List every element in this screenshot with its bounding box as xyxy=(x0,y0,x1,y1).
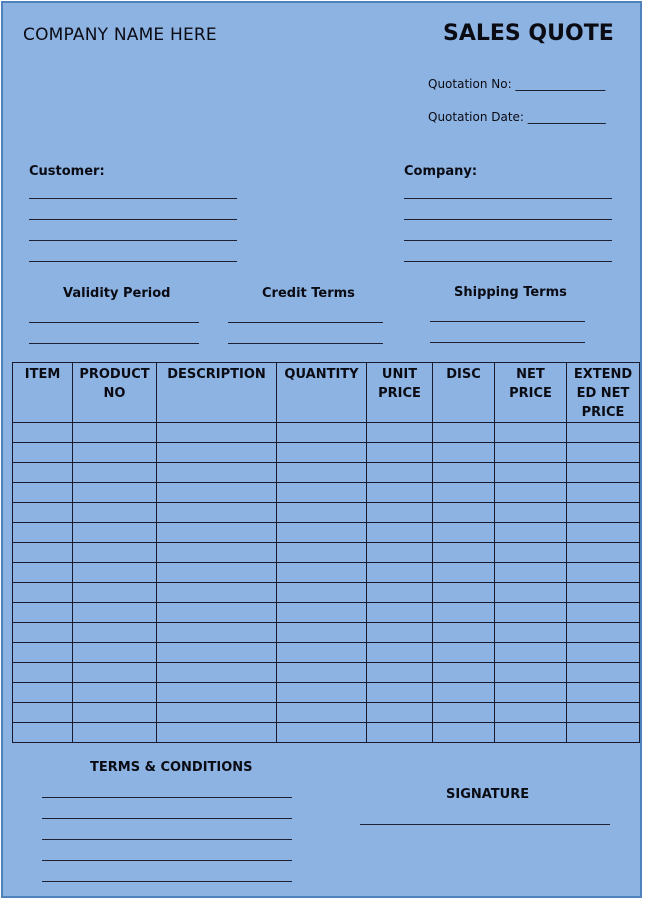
table-cell[interactable] xyxy=(495,623,567,643)
table-cell[interactable] xyxy=(567,583,640,603)
table-cell[interactable] xyxy=(73,523,157,543)
column-header-extended-net-price: EXTEND ED NET PRICE xyxy=(567,363,640,423)
table-cell[interactable] xyxy=(277,703,367,723)
table-cell[interactable] xyxy=(157,683,277,703)
table-cell[interactable] xyxy=(277,483,367,503)
table-cell[interactable] xyxy=(277,503,367,523)
shipping-terms-line-2[interactable] xyxy=(430,342,585,343)
table-cell[interactable] xyxy=(433,663,495,683)
table-cell[interactable] xyxy=(277,443,367,463)
table-cell[interactable] xyxy=(367,603,433,623)
table-cell[interactable] xyxy=(495,723,567,743)
table-cell[interactable] xyxy=(73,683,157,703)
table-cell[interactable] xyxy=(277,523,367,543)
customer-label: Customer: xyxy=(29,164,105,179)
table-cell[interactable] xyxy=(367,643,433,663)
table-cell[interactable] xyxy=(277,663,367,683)
table-cell[interactable] xyxy=(157,563,277,583)
validity-period-line-2[interactable] xyxy=(29,343,199,344)
table-cell[interactable] xyxy=(367,543,433,563)
table-cell[interactable] xyxy=(433,603,495,623)
table-cell[interactable] xyxy=(567,543,640,563)
customer-line-3[interactable] xyxy=(29,240,237,241)
table-cell[interactable] xyxy=(13,683,73,703)
validity-period-line-1[interactable] xyxy=(29,322,199,323)
customer-line-2[interactable] xyxy=(29,219,237,220)
table-cell[interactable] xyxy=(567,443,640,463)
table-cell[interactable] xyxy=(495,563,567,583)
company-line-4[interactable] xyxy=(404,261,612,262)
table-cell[interactable] xyxy=(73,703,157,723)
table-cell[interactable] xyxy=(495,703,567,723)
table-cell[interactable] xyxy=(495,523,567,543)
table-cell[interactable] xyxy=(277,723,367,743)
table-cell[interactable] xyxy=(367,723,433,743)
table-cell[interactable] xyxy=(433,683,495,703)
table-cell[interactable] xyxy=(433,563,495,583)
table-cell[interactable] xyxy=(277,643,367,663)
table-body xyxy=(13,423,640,743)
table-cell[interactable] xyxy=(433,703,495,723)
table-row xyxy=(13,523,640,543)
table-cell[interactable] xyxy=(495,663,567,683)
table-cell[interactable] xyxy=(567,723,640,743)
table-cell[interactable] xyxy=(13,563,73,583)
company-line-2[interactable] xyxy=(404,219,612,220)
table-cell[interactable] xyxy=(73,423,157,443)
table-cell[interactable] xyxy=(567,503,640,523)
table-cell[interactable] xyxy=(13,483,73,503)
table-cell[interactable] xyxy=(367,583,433,603)
table-cell[interactable] xyxy=(157,623,277,643)
table-cell[interactable] xyxy=(277,543,367,563)
table-cell[interactable] xyxy=(495,503,567,523)
column-header-product-no: PRODUCT NO xyxy=(73,363,157,423)
table-cell[interactable] xyxy=(277,583,367,603)
table-cell[interactable] xyxy=(367,463,433,483)
table-cell[interactable] xyxy=(73,543,157,563)
column-header-quantity: QUANTITY xyxy=(277,363,367,423)
table-cell[interactable] xyxy=(13,663,73,683)
table-cell[interactable] xyxy=(157,703,277,723)
table-cell[interactable] xyxy=(13,703,73,723)
sales-quote-form xyxy=(1,1,642,898)
table-cell[interactable] xyxy=(73,583,157,603)
table-cell[interactable] xyxy=(367,483,433,503)
table-row xyxy=(13,663,640,683)
table-row xyxy=(13,463,640,483)
credit-terms-line-2[interactable] xyxy=(228,343,383,344)
table-cell[interactable] xyxy=(367,623,433,643)
company-line-1[interactable] xyxy=(404,198,612,199)
table-cell[interactable] xyxy=(433,543,495,563)
table-cell[interactable] xyxy=(433,463,495,483)
company-name: COMPANY NAME HERE xyxy=(23,25,217,45)
table-cell[interactable] xyxy=(495,483,567,503)
document-title: SALES QUOTE xyxy=(443,21,614,46)
shipping-terms-label: Shipping Terms xyxy=(454,285,567,300)
table-cell[interactable] xyxy=(433,523,495,543)
table-cell[interactable] xyxy=(13,523,73,543)
quotation-date-field[interactable]: Quotation Date: _____________ xyxy=(428,110,606,124)
table-row xyxy=(13,643,640,663)
validity-period-label: Validity Period xyxy=(63,286,171,301)
table-cell[interactable] xyxy=(73,443,157,463)
table-cell[interactable] xyxy=(367,503,433,523)
column-header-description: DESCRIPTION xyxy=(157,363,277,423)
table-cell[interactable] xyxy=(13,423,73,443)
table-cell[interactable] xyxy=(367,703,433,723)
table-cell[interactable] xyxy=(433,483,495,503)
table-cell[interactable] xyxy=(73,663,157,683)
table-cell[interactable] xyxy=(495,423,567,443)
terms-conditions-line-2[interactable] xyxy=(42,818,292,819)
table-cell[interactable] xyxy=(73,463,157,483)
table-row xyxy=(13,583,640,603)
table-cell[interactable] xyxy=(433,623,495,643)
table-row xyxy=(13,543,640,563)
table-cell[interactable] xyxy=(73,623,157,643)
table-cell[interactable] xyxy=(567,663,640,683)
table-cell[interactable] xyxy=(567,523,640,543)
table-cell[interactable] xyxy=(13,623,73,643)
terms-conditions-label: TERMS & CONDITIONS xyxy=(90,760,253,775)
table-cell[interactable] xyxy=(13,723,73,743)
table-cell[interactable] xyxy=(277,463,367,483)
table-cell[interactable] xyxy=(157,543,277,563)
table-cell[interactable] xyxy=(73,563,157,583)
table-cell[interactable] xyxy=(495,543,567,563)
table-cell[interactable] xyxy=(73,503,157,523)
table-cell[interactable] xyxy=(567,683,640,703)
table-cell[interactable] xyxy=(495,583,567,603)
table-cell[interactable] xyxy=(495,463,567,483)
table-cell[interactable] xyxy=(13,443,73,463)
table-cell[interactable] xyxy=(367,523,433,543)
table-cell[interactable] xyxy=(13,643,73,663)
table-cell[interactable] xyxy=(277,563,367,583)
column-header-unit-price: UNIT PRICE xyxy=(367,363,433,423)
table-cell[interactable] xyxy=(277,603,367,623)
table-row xyxy=(13,723,640,743)
table-cell[interactable] xyxy=(157,663,277,683)
customer-line-1[interactable] xyxy=(29,198,237,199)
table-cell[interactable] xyxy=(433,643,495,663)
table-cell[interactable] xyxy=(433,723,495,743)
table-cell[interactable] xyxy=(495,603,567,623)
table-cell[interactable] xyxy=(73,723,157,743)
table-cell[interactable] xyxy=(277,623,367,643)
table-cell[interactable] xyxy=(73,483,157,503)
table-cell[interactable] xyxy=(567,483,640,503)
table-cell[interactable] xyxy=(495,643,567,663)
table-cell[interactable] xyxy=(157,463,277,483)
customer-line-4[interactable] xyxy=(29,261,237,262)
company-line-3[interactable] xyxy=(404,240,612,241)
table-cell[interactable] xyxy=(73,643,157,663)
table-cell[interactable] xyxy=(433,503,495,523)
credit-terms-label: Credit Terms xyxy=(262,286,355,301)
table-row xyxy=(13,423,640,443)
table-cell[interactable] xyxy=(567,703,640,723)
credit-terms-line-1[interactable] xyxy=(228,322,383,323)
shipping-terms-line-1[interactable] xyxy=(430,321,585,322)
table-cell[interactable] xyxy=(433,443,495,463)
table-cell[interactable] xyxy=(567,563,640,583)
terms-conditions-line-1[interactable] xyxy=(42,797,292,798)
table-row xyxy=(13,563,640,583)
table-cell[interactable] xyxy=(157,503,277,523)
table-cell[interactable] xyxy=(567,643,640,663)
terms-conditions-line-4[interactable] xyxy=(42,860,292,861)
table-row xyxy=(13,483,640,503)
table-cell[interactable] xyxy=(277,423,367,443)
table-cell[interactable] xyxy=(567,603,640,623)
table-cell[interactable] xyxy=(157,723,277,743)
quotation-number-field[interactable]: Quotation No: _______________ xyxy=(428,77,606,91)
table-header-row xyxy=(13,363,640,423)
signature-line[interactable] xyxy=(360,824,610,825)
column-header-net-price: NET PRICE xyxy=(495,363,567,423)
table-row xyxy=(13,703,640,723)
table-cell[interactable] xyxy=(13,603,73,623)
table-cell[interactable] xyxy=(157,583,277,603)
table-cell[interactable] xyxy=(495,683,567,703)
table-cell[interactable] xyxy=(567,463,640,483)
table-cell[interactable] xyxy=(157,523,277,543)
table-row xyxy=(13,503,640,523)
column-header-item: ITEM xyxy=(13,363,73,423)
table-cell[interactable] xyxy=(73,603,157,623)
table-cell[interactable] xyxy=(157,643,277,663)
table-cell[interactable] xyxy=(157,603,277,623)
table-cell[interactable] xyxy=(13,543,73,563)
table-cell[interactable] xyxy=(567,623,640,643)
table-cell[interactable] xyxy=(157,443,277,463)
table-row xyxy=(13,443,640,463)
table-row xyxy=(13,603,640,623)
table-cell[interactable] xyxy=(157,483,277,503)
table-row xyxy=(13,623,640,643)
table-cell[interactable] xyxy=(277,683,367,703)
table-cell[interactable] xyxy=(13,463,73,483)
line-items-table xyxy=(12,362,640,743)
table-cell[interactable] xyxy=(495,443,567,463)
table-cell[interactable] xyxy=(13,583,73,603)
table-cell[interactable] xyxy=(367,423,433,443)
table-cell[interactable] xyxy=(367,443,433,463)
column-header-disc: DISC xyxy=(433,363,495,423)
table-cell[interactable] xyxy=(367,683,433,703)
terms-conditions-line-5[interactable] xyxy=(42,881,292,882)
table-cell[interactable] xyxy=(367,663,433,683)
table-cell[interactable] xyxy=(567,423,640,443)
table-cell[interactable] xyxy=(367,563,433,583)
signature-label: SIGNATURE xyxy=(446,787,530,802)
table-row xyxy=(13,683,640,703)
table-cell[interactable] xyxy=(433,423,495,443)
table-cell[interactable] xyxy=(433,583,495,603)
company-label: Company: xyxy=(404,164,478,179)
table-cell[interactable] xyxy=(13,503,73,523)
terms-conditions-line-3[interactable] xyxy=(42,839,292,840)
table-cell[interactable] xyxy=(157,423,277,443)
